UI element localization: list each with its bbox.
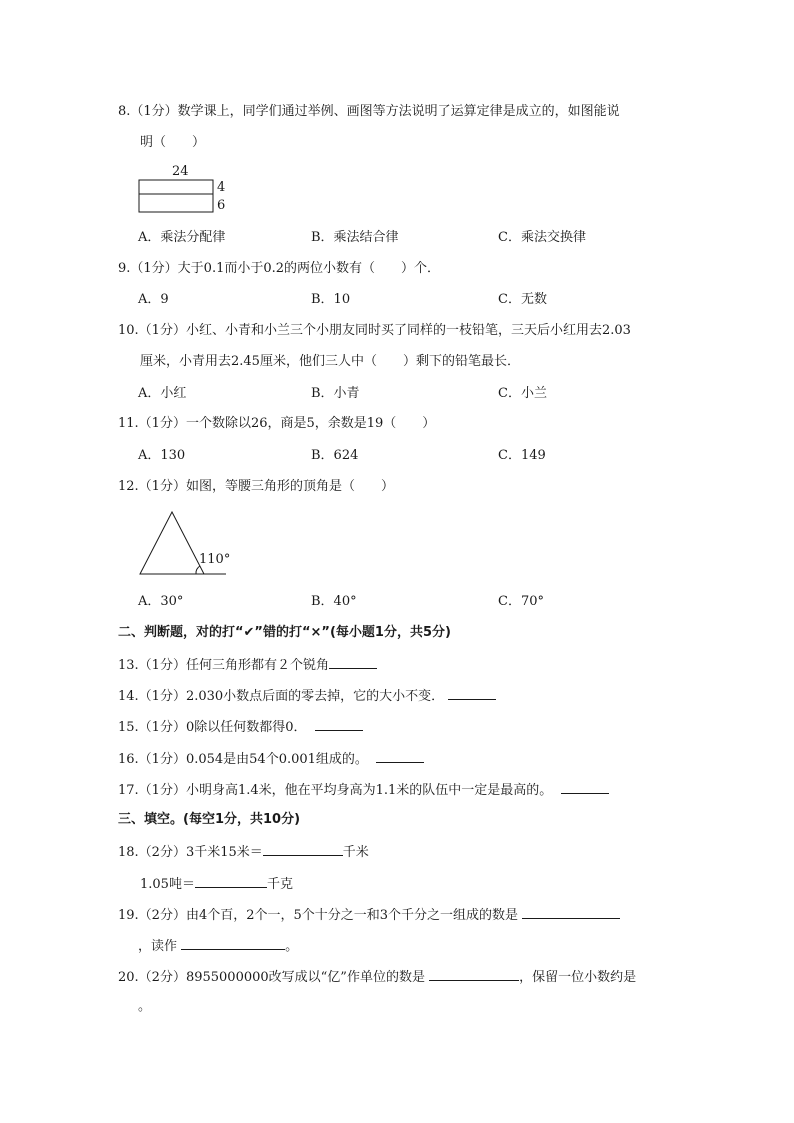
q8-figure-label-4: 4	[217, 180, 226, 195]
q13-line	[118, 656, 377, 674]
q10-option-b: B．小青	[311, 386, 360, 401]
q15-answer-blank[interactable]	[315, 718, 363, 731]
q10-option-c: C．小兰	[498, 386, 547, 401]
q12-angle-label: 110°	[199, 552, 231, 567]
q18-stem: 18.（2分）3千米15米＝	[118, 845, 263, 860]
q8-option-a: A．乘法分配律	[138, 230, 226, 245]
section3-heading: 三、填空。(每空1分，共10分)	[118, 812, 301, 827]
q16-stem: 16.（1分）0.054是由54个0.001组成的。	[118, 752, 368, 767]
q18-answer-blank-2[interactable]	[195, 875, 267, 888]
q11-option-a: A．130	[138, 448, 186, 463]
q11-option-b: B．624	[311, 448, 359, 463]
q17-line	[118, 781, 609, 799]
q8-option-b: B．乘法结合律	[311, 230, 399, 245]
q10-option-a: A．小红	[138, 386, 187, 401]
q16-line	[118, 750, 424, 768]
q20-answer-blank-1[interactable]	[429, 968, 519, 981]
q18-stem-2: 1.05吨＝	[140, 877, 195, 892]
q20-stem-2: ，保留一位小数约是	[519, 970, 637, 985]
q9-option-c: C．无数	[498, 292, 547, 307]
q10-stem-line1: 10.（1分）小红、小青和小兰三个小朋友同时买了同样的一枝铅笔，三天后小红用去2.03	[118, 323, 631, 338]
q13-answer-blank[interactable]	[329, 656, 377, 669]
q12-option-b: B．40°	[311, 594, 357, 609]
q8-stem-line2: 明（ ）	[140, 135, 206, 150]
q20-line1	[118, 968, 636, 986]
q11-stem: 11.（1分）一个数除以26，商是5，余数是19（ ）	[118, 416, 436, 431]
q12-option-a: A．30°	[138, 594, 184, 609]
q10-stem-line2: 厘米，小青用去2.45厘米，他们三人中（ ）剩下的铅笔最长．	[140, 354, 520, 369]
q9-option-a: A．9	[138, 292, 169, 307]
q13-stem: 13.（1分）任何三角形都有２个锐角	[118, 658, 329, 673]
q19-read-label: ，读作	[138, 939, 178, 954]
q19-answer-blank-1[interactable]	[522, 906, 620, 919]
q19-line2	[138, 937, 298, 955]
q18-unit-2: 千克	[266, 877, 293, 892]
q8-figure-rect	[139, 180, 213, 212]
q14-answer-blank[interactable]	[448, 687, 496, 700]
q12-angle-arc	[196, 566, 200, 574]
q19-answer-blank-2[interactable]	[181, 937, 285, 950]
section2-heading: 二、判断题，对的打“✔”错的打“×”(每小题1分，共5分)	[118, 625, 451, 640]
q12-option-c: C．70°	[498, 594, 544, 609]
q8-figure-top-label: 24	[172, 164, 189, 179]
q20-stem: 20.（2分）8955000000改写成以“亿”作单位的数是	[118, 970, 425, 985]
q19-line1	[118, 906, 620, 924]
q19-period: 。	[285, 939, 299, 954]
q8-figure-label-6: 6	[217, 198, 226, 213]
q16-answer-blank[interactable]	[376, 750, 424, 763]
q9-stem: 9.（1分）大于0.1而小于0.2的两位小数有（ ）个．	[118, 261, 441, 276]
q12-triangle-figure	[136, 508, 236, 578]
q17-answer-blank[interactable]	[561, 781, 609, 794]
q8-stem-line1: 8.（1分）数学课上，同学们通过举例、画图等方法说明了运算定律是成立的，如图能说	[118, 104, 620, 119]
q15-stem: 15.（1分）0除以任何数都得0．	[118, 720, 307, 735]
q14-line	[118, 687, 496, 705]
q20-line2: 。	[138, 999, 152, 1014]
q9-option-b: B．10	[311, 292, 351, 307]
q12-triangle	[140, 512, 204, 574]
q17-stem: 17.（1分）小明身高1.4米，他在平均身高为1.1米的队伍中一定是最高的。	[118, 783, 553, 798]
q19-stem: 19.（2分）由4个百，2个一，5个十分之一和3个千分之一组成的数是	[118, 908, 519, 923]
q12-stem: 12.（1分）如图，等腰三角形的顶角是（ ）	[118, 479, 394, 494]
q15-line	[118, 718, 363, 736]
q18-line1	[118, 843, 369, 861]
q14-stem: 14.（1分）2.030小数点后面的零去掉，它的大小不变．	[118, 689, 445, 704]
q8-rectangle-figure	[138, 162, 238, 214]
q11-option-c: C．149	[498, 448, 546, 463]
q18-unit-1: 千米	[342, 845, 369, 860]
q18-answer-blank-1[interactable]	[263, 843, 343, 856]
q8-option-c: C．乘法交换律	[498, 230, 586, 245]
q18-line2	[140, 875, 293, 893]
